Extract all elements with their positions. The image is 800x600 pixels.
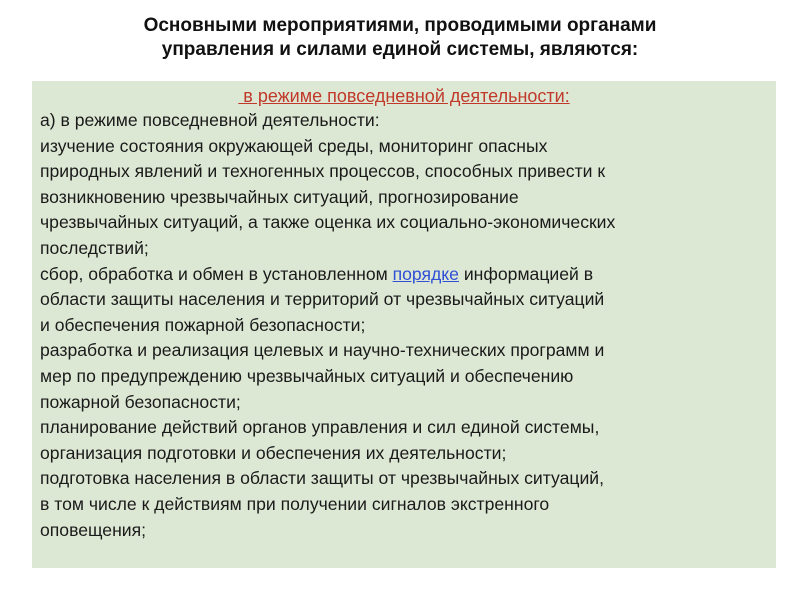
text-line: пожарной безопасности; [40, 391, 241, 412]
text-line: подготовка населения в области защиты от чрезвычайных ситуаций, [40, 468, 605, 489]
text-line: последствий; [40, 237, 149, 258]
text-line: организация подготовки и обеспечения их деятельности; [40, 442, 507, 463]
slide-title-line-2: управления и силами единой системы, являются: [161, 39, 639, 60]
slide-title [40, 14, 760, 62]
text-line: оповещения; [40, 519, 147, 540]
order-link[interactable]: порядке [392, 263, 459, 284]
text-line: планирование действий органов управления и сил единой системы, [40, 417, 600, 438]
section-subheading: в режиме повседневной деятельности: [238, 86, 570, 106]
text-line-with-link [40, 262, 768, 288]
body-text [40, 108, 768, 543]
text-line: в том числе к действиям при получении сигналов экстренного [40, 493, 550, 514]
text-line: области защиты населения и территорий от чрезвычайных ситуаций [40, 289, 605, 310]
slide-title-line-1: Основными мероприятиями, проводимыми органами [143, 15, 657, 36]
text-line: природных явлений и техногенных процессов, способных привести к [40, 161, 606, 182]
text-line: разработка и реализация целевых и научно-технических программ и [40, 340, 605, 361]
text-segment: информацией в [458, 263, 594, 284]
content-box [32, 81, 776, 568]
text-segment: сбор, обработка и обмен в установленном [40, 263, 393, 284]
text-line: мер по предупреждению чрезвычайных ситуаций и обеспечению [40, 365, 574, 386]
text-line: возникновению чрезвычайных ситуаций, прогнозирование [40, 186, 519, 207]
text-line: и обеспечения пожарной безопасности; [40, 314, 366, 335]
text-line: изучение состояния окружающей среды, мониторинг опасных [40, 135, 548, 156]
text-line: чрезвычайных ситуаций, а также оценка их социально-экономических [40, 212, 616, 233]
text-line: а) в режиме повседневной деятельности: [40, 110, 380, 130]
